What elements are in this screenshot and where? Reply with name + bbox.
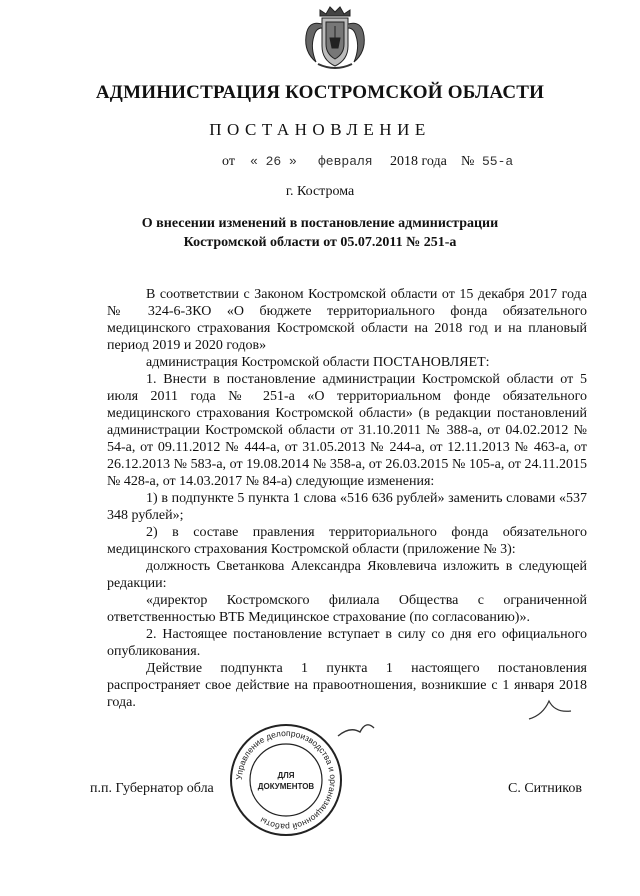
city: г. Кострома (285, 184, 355, 199)
paragraph-preamble: В соответствии с Законом Костромской области от 15 декабря 2017 года № 324-6-ЗКО «О бюджете территориального фонда обязательного медицинского страхования Костромской области на 2018 год и на плановый период 2019 и 2020 годов» (107, 287, 587, 353)
date-day: « 26 » (250, 154, 297, 169)
organization-name: АДМИНИСТРАЦИЯ КОСТРОМСКОЙ ОБЛАСТИ (95, 82, 545, 103)
stamp-outer-text: Управление делопроизводства и организационной работы (233, 727, 339, 833)
subject-line-2: Костромской области от 05.07.2011 № 251-а (183, 235, 457, 250)
official-stamp (228, 722, 344, 838)
paragraph-item-1: 1. Внести в постановление администрации Костромской области от 5 июля 2011 года № 251-а «О территориальном фонде обязательного медицинского страхования Костромской области» (в редакции постановлений администрации Костромской области от 31.10.2011 № 388-а, от 04.02.2012 № 54-а, от 09.11.2012 № 444-а, от 31.05.2013 № 244-а, от 12.11.2013 № 463-а, от 26.12.2013 № 583-а, от 19.08.2014 № 358-а, от 26.03.2015 № 105-а, от 24.11.2015 № 428-а, от 14.03.2017 № 84-а) следующие изменения: (107, 372, 587, 489)
kostroma-coat-of-arms-icon (300, 2, 370, 74)
date-prefix: от (222, 154, 235, 169)
document-type: ПОСТАНОВЛЕНИЕ (209, 120, 431, 139)
paragraph-effect: Действие подпункта 1 пункта 1 настоящего постановления распространяет свое действие на правоотношения, возникшие с 1 января 2018 года. (107, 661, 587, 710)
date-year: 2018 года (390, 154, 447, 169)
signatory-name: С. Ситников (508, 781, 582, 796)
stamp-center-line-2: ДОКУМЕНТОВ (257, 782, 315, 791)
date-month: февраля (318, 154, 373, 169)
paragraph-resolves: администрация Костромской области ПОСТАНОВЛЯЕТ: (146, 355, 490, 370)
signatory-position: п.п. Губернатор обла (90, 781, 214, 796)
document-body (107, 286, 587, 711)
stamp-center-line-1: ДЛЯ (277, 771, 295, 780)
paragraph-position: должность Светанкова Александра Яковлевича изложить в следующей редакции: (107, 559, 587, 591)
paragraph-subitem-1: 1) в подпункте 5 пункта 1 слова «516 636 рублей» заменить словами «537 348 рублей»; (107, 491, 587, 523)
date-line (0, 154, 640, 174)
document-number: 55-а (482, 154, 514, 169)
paragraph-new-title: «директор Костромского филиала Общества с ограниченной ответственностью ВТБ Медицинское страхование (по согласованию)». (107, 593, 587, 625)
paragraph-item-2: 2. Настоящее постановление вступает в силу со дня его официального опубликования. (107, 627, 587, 659)
paragraph-subitem-2: 2) в составе правления территориального фонда обязательного медицинского страхования Костромской области (приложение № 3): (107, 525, 587, 557)
handwritten-mark (525, 693, 575, 723)
number-sign: № (461, 154, 475, 169)
subject-line-1: О внесении изменений в постановление администрации (141, 216, 499, 231)
